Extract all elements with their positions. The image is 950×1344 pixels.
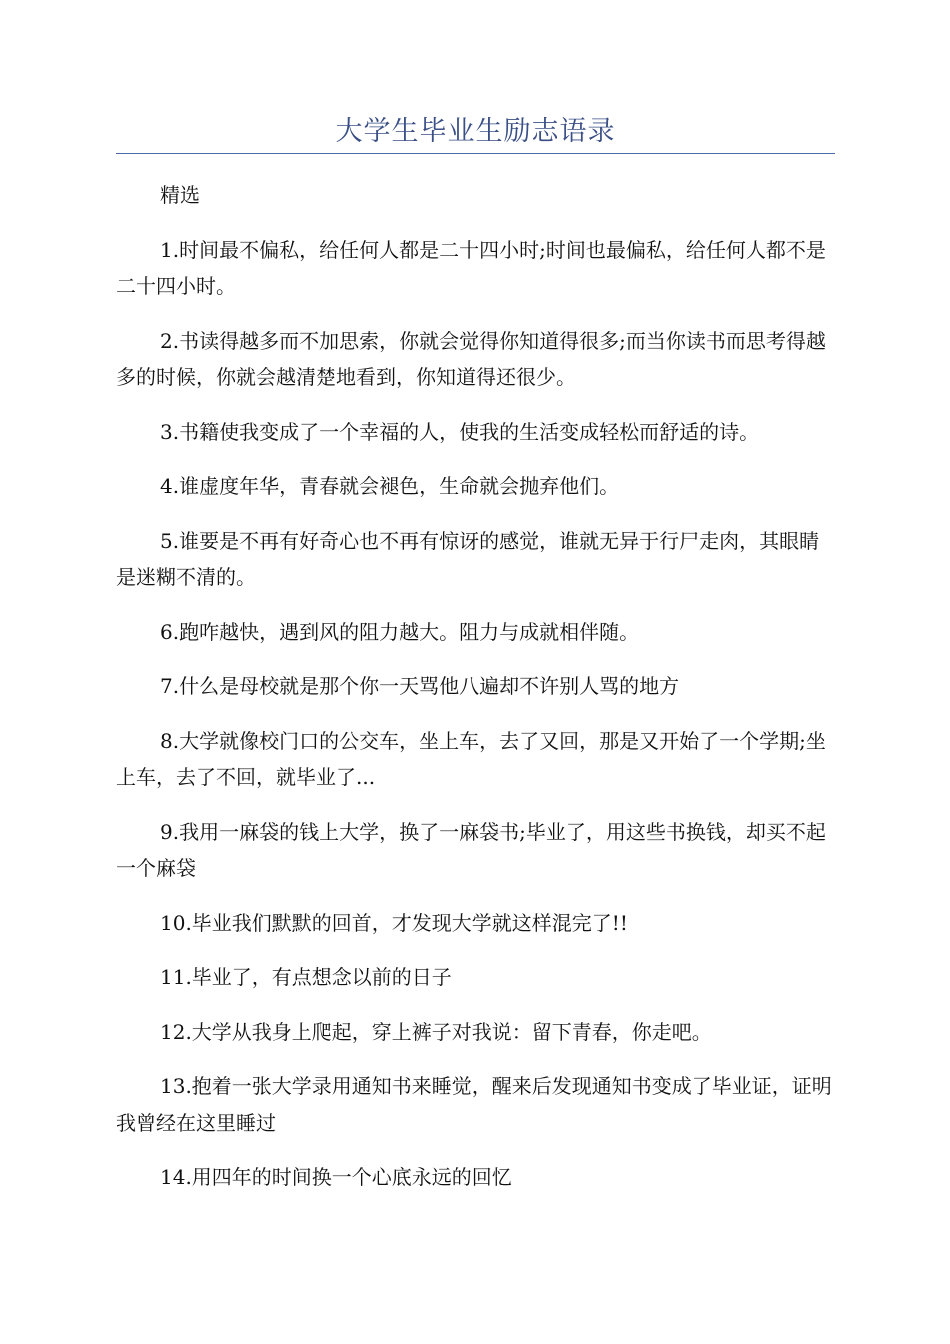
document-body <box>116 177 835 1214</box>
quote-7: 7.什么是母校就是那个你一天骂他八遍却不许别人骂的地方 <box>160 674 680 698</box>
quote-2: 2.书读得越多而不加思索，你就会觉得你知道得很多;而当你读书而思考得越多的时候，你就会越清楚地看到，你知道得还很少。 <box>116 328 826 389</box>
title-underline <box>116 153 835 154</box>
quote-5: 5.谁要是不再有好奇心也不再有惊讶的感觉，谁就无异于行尸走肉，其眼睛是迷糊不清的。 <box>116 528 820 589</box>
quote-9: 9.我用一麻袋的钱上大学，换了一麻袋书;毕业了，用这些书换钱，却买不起一个麻袋 <box>116 819 826 880</box>
quote-4: 4.谁虚度年华，青春就会褪色，生命就会抛弃他们。 <box>160 474 620 498</box>
quote-6: 6.跑咋越快，遇到风的阻力越大。阻力与成就相伴随。 <box>160 619 640 644</box>
quote-13: 13.抱着一张大学录用通知书来睡觉，醒来后发现通知书变成了毕业证，证明我曾经在这里睡过 <box>116 1074 832 1135</box>
quote-10: 10.毕业我们默默的回首，才发现大学就这样混完了!! <box>160 910 628 935</box>
quote-1: 1.时间最不偏私，给任何人都是二十四小时;时间也最偏私，给任何人都不是二十四小时。 <box>116 237 826 298</box>
quote-12: 12.大学从我身上爬起，穿上裤子对我说：留下青春，你走吧。 <box>160 1019 712 1044</box>
quote-11: 11.毕业了，有点想念以前的日子 <box>160 965 452 989</box>
document-title: 大学生毕业生励志语录 <box>335 116 616 147</box>
paragraph-intro: 精选 <box>160 183 200 207</box>
quote-14: 14.用四年的时间换一个心底永远的回忆 <box>160 1165 512 1189</box>
quote-3: 3.书籍使我变成了一个幸福的人，使我的生活变成轻松而舒适的诗。 <box>160 419 760 444</box>
quote-8: 8.大学就像校门口的公交车，坐上车，去了又回，那是又开始了一个学期;坐上车，去了不回，就毕业了... <box>116 728 826 789</box>
